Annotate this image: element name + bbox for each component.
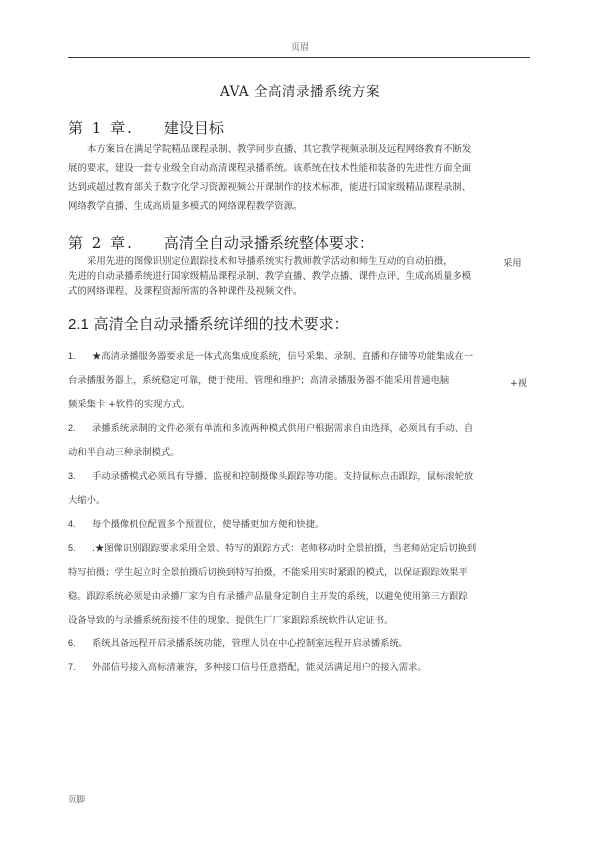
document-title: AVA 全高清录播系统方案 [220,84,380,100]
section-2-1-heading [68,313,349,334]
paragraph-line: 网络教学直播、生成高质量多模式的网络课程教学资源。 [68,201,303,212]
item-number: 1. [68,351,76,361]
requirement-item-6: 6. 系统具备远程开启录播系统功能，管理人员在中心控制室远程开启录播系统。 [68,631,483,656]
item-number: 7. [68,662,76,672]
paragraph-line: 采用先进的图像识别定位跟踪技术和导播系统实行教师教学活动和师生互动的自动拍摄， [87,256,453,267]
requirement-item-5: 5. .★图像识别跟踪要求采用全景、特写的跟踪方式：老师移动时全景拍摄，当老师站定后切换到 特写拍摄；学生起立时全景拍摄后切换到特写拍摄，不能采用实时紧跟的模式，以保证跟踪效果平 稳。跟踪系统必须是由录播厂家为自有录播产品量身定制自主开发的系统，以避免使用第三方跟踪 设备导致的与录播系统衔接不佳的现象、提供生厂厂家跟踪系统软件认定证书。 [68,536,483,633]
requirement-item-7: 7. 外部信号接入高标清兼容，多种接口信号任意搭配，能灵活满足用户的接入需求。 [68,655,483,680]
chapter-1-paragraph [68,140,500,216]
chapter-2-heading [68,232,374,253]
paragraph-line: 式的网络课程、及课程资源所需的各种课件及视频文件。 [68,286,303,297]
item-number: 3. [68,471,76,481]
chapter-1-title: 建设目标 [163,119,224,137]
chapter-2-side-word: 采用 [503,258,522,269]
paragraph-line: 本方案旨在满足学院精品课程录制、教学同步直播、其它教学视频录制及远程网络教育不断发 [87,144,472,155]
item-number: 5. [68,543,76,553]
item-number: 2. [68,423,76,433]
requirement-item-1: 1. ★高清录播服务器要求是一体式高集成度系统，信号采集、录制、直播和存储等功能集成在一 台录播服务器上，系统稳定可靠，便于使用、管理和维护；高清录播服务器不能采用普通电脑 频采集卡 +软件的实现方式。 [68,344,483,417]
paragraph-line: 达到或超过教育部关于数字化学习资源视频公开课制作的技术标准，能进行国家级精品课程录制、 [68,182,472,193]
requirement-item-3: 3. 手动录播模式必须具有导播、监视和控制摄像头跟踪等功能。支持鼠标点击跟踪，鼠标滚轮放 大缩小。 [68,464,483,513]
requirement-item-4: 4. 每个摄像机位配置多个预置位，使导播更加方便和快捷。 [68,512,483,537]
item-number: 4. [68,519,76,529]
chapter-1-number: 第 1 章. [68,119,134,137]
page-header: 页眉 [290,43,309,53]
paragraph-line: 展的要求，建设一套专业级全自动高清课程录播系统。该系统在技术性能和装备的先进性方面全面 [68,163,472,174]
item-1-side-note: +视 [510,378,528,389]
chapter-1-heading [68,117,224,138]
section-title: 高清全自动录播系统详细的技术要求： [93,315,349,333]
header-rule [68,57,530,58]
chapter-2-paragraph [68,254,530,299]
requirement-item-2: 2. 录播系统录制的文件必须有单流和多流两种模式供用户根据需求自由选择，必须具有手动、自 动和半自动三种录制模式。 [68,416,483,465]
chapter-2-title: 高清全自动录播系统整体要求： [163,234,374,252]
section-number: 2.1 [68,316,89,333]
page-footer: 页脚 [68,795,86,805]
chapter-2-number: 第 2 章. [68,234,134,252]
item-number: 6. [68,638,76,648]
paragraph-line: 先进的自动录播系统进行国家级精品课程录制、教学直播、教学点播、课件点评、生成高质量多模 [68,271,472,282]
